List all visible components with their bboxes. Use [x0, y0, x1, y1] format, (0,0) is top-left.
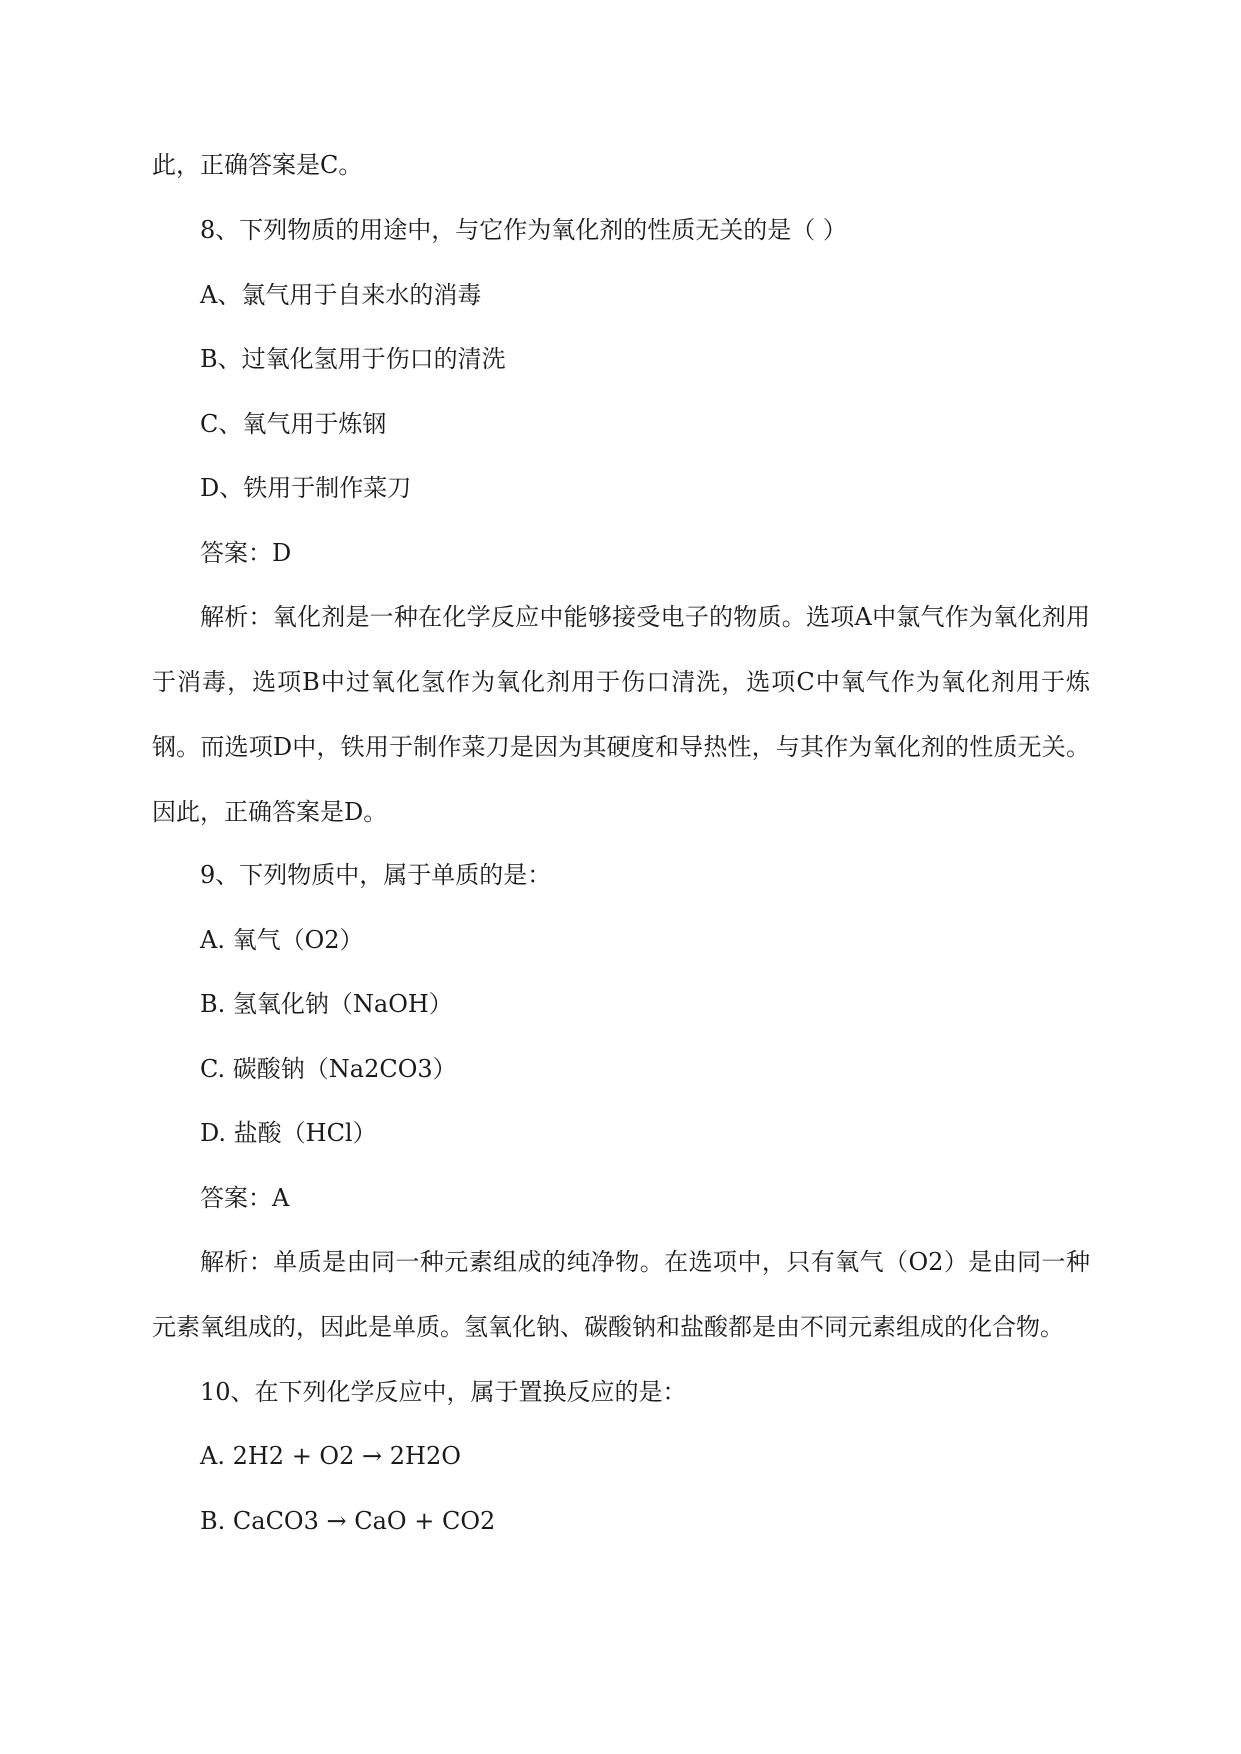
- q9-option-b: B. 氢氧化钠（NaOH）: [200, 990, 453, 1018]
- q8-answer: 答案：D: [200, 539, 292, 567]
- question-10: 10、在下列化学反应中，属于置换反应的是：: [200, 1378, 687, 1406]
- q9-answer: 答案：A: [200, 1184, 290, 1212]
- q9-explanation: 解析：单质是由同一种元素组成的纯净物。在选项中，只有氧气（O2）是由同一种元素氧组成的，因此是单质。氢氧化钠、碳酸钠和盐酸都是由不同元素组成的化合物。: [152, 1248, 1090, 1341]
- q8-option-b: B、过氧化氢用于伤口的清洗: [200, 345, 506, 373]
- q8-explanation: 解析：氧化剂是一种在化学反应中能够接受电子的物质。选项A中氯气作为氧化剂用于消毒，选项B中过氧化氢作为氧化剂用于伤口清洗，选项C中氧气作为氧化剂用于炼钢。而选项D中，铁用于制作菜刀是因为其硬度和导热性，与其作为氧化剂的性质无关。因此，正确答案是D。: [152, 603, 1090, 826]
- answer-tail-q7: 此，正确答案是C。: [152, 151, 363, 179]
- q9-option-a: A. 氧气（O2）: [200, 926, 364, 954]
- q10-option-b: B. CaCO3 → CaO + CO2: [200, 1507, 496, 1535]
- q9-option-d: D. 盐酸（HCl）: [200, 1119, 377, 1147]
- q8-option-c: C、氧气用于炼钢: [200, 410, 387, 438]
- q8-option-a: A、氯气用于自来水的消毒: [200, 281, 482, 309]
- question-9: 9、下列物质中，属于单质的是：: [200, 861, 552, 889]
- q10-option-a: A. 2H2 + O2 → 2H2O: [200, 1442, 461, 1470]
- q9-option-c: C. 碳酸钠（Na2CO3）: [200, 1055, 457, 1083]
- q8-option-d: D、铁用于制作菜刀: [200, 474, 412, 502]
- question-8: 8、下列物质的用途中，与它作为氧化剂的性质无关的是（ ）: [200, 216, 847, 244]
